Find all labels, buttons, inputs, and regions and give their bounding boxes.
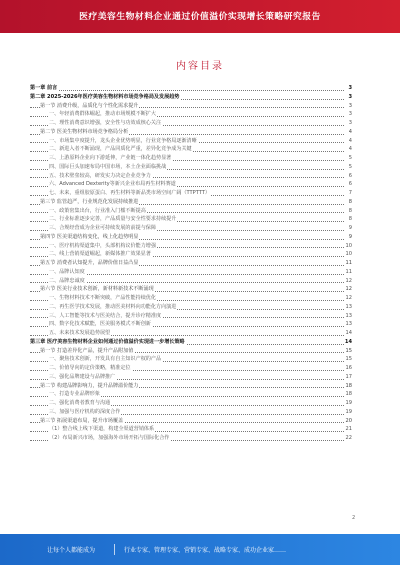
toc-entry[interactable] xyxy=(30,163,352,172)
toc-entry[interactable] xyxy=(30,355,352,364)
toc-entry-page: 4 xyxy=(344,128,352,137)
toc-entry[interactable] xyxy=(30,364,352,373)
toc-entry-text: 二、理性消费意识增强，安全性与功效成核心关注 xyxy=(49,120,162,126)
toc-entry[interactable] xyxy=(30,207,352,216)
table-of-contents xyxy=(30,84,352,443)
toc-entry[interactable] xyxy=(30,285,352,294)
toc-entry[interactable] xyxy=(30,119,352,128)
toc-entry[interactable] xyxy=(30,417,352,426)
toc-entry[interactable] xyxy=(30,268,352,277)
toc-entry[interactable] xyxy=(30,93,352,102)
toc-entry-page: 10 xyxy=(345,251,352,258)
toc-entry[interactable] xyxy=(30,145,352,154)
toc-entry[interactable] xyxy=(30,408,352,417)
toc-entry-text: 七、未来，重组胶原蛋白、再生材料等新品类市场空间广阔（TTPTTT） xyxy=(49,190,210,196)
footer-slogan: 让每个人都能成为 xyxy=(47,547,96,554)
toc-entry-text: 一、打造专业品牌形象 xyxy=(49,391,100,398)
toc-entry-page: 3 xyxy=(344,110,352,119)
toc-entry-page: 4 xyxy=(344,145,352,154)
toc-entry-page: 17 xyxy=(345,373,352,380)
toc-entry-text: 第六节 医美行业技术创新，新材料新技术不断涌现 xyxy=(40,286,154,293)
toc-entry-text: 三、上游原料企业向下游延伸，产业链一体化趋势显著 xyxy=(49,155,172,161)
toc-entry[interactable] xyxy=(30,242,352,251)
toc-leader-dots xyxy=(30,90,344,91)
toc-entry-text: 第一节 打造差异化产品，提升产品附加值 xyxy=(40,347,134,354)
toc-entry-page: 8 xyxy=(344,215,352,224)
toc-entry-page: 8 xyxy=(344,198,352,207)
toc-entry-page: 9 xyxy=(344,233,352,242)
toc-entry-text: 第四节 医美渠道结构变化，线上化趋势明显 xyxy=(40,233,139,240)
toc-entry[interactable] xyxy=(30,102,352,111)
toc-entry-page: 8 xyxy=(344,207,352,216)
toc-entry-text: 第一章 前言 xyxy=(30,85,58,91)
toc-entry-text: 五、技术壁垒较高，研发实力决定企业竞争力 xyxy=(49,172,151,179)
toc-entry-text: 第二章 2025-2026年医疗美容生物材料市场竞争格局及发展趋势 xyxy=(30,93,180,100)
toc-entry-text: 第三节 监管趋严，行业规范化发展持续推进 xyxy=(40,198,139,205)
toc-entry-page: 5 xyxy=(344,154,352,163)
toc-entry-page: 3 xyxy=(344,84,352,93)
toc-entry-page: 12 xyxy=(345,286,352,293)
toc-entry-text: 一、年轻消费群体崛起，推动市场规模不断扩大 xyxy=(49,111,156,118)
toc-entry-text: 第二节 医美生物材料市场竞争格局分析 xyxy=(40,128,129,135)
toc-entry[interactable] xyxy=(30,382,352,391)
toc-entry-page: 9 xyxy=(344,224,352,233)
toc-entry-text: 一、品牌认知度 xyxy=(49,268,85,275)
toc-entry[interactable] xyxy=(30,224,352,233)
toc-entry-text: 二、强化消费者教育与沟通 xyxy=(49,400,111,406)
toc-entry-page: 22 xyxy=(345,435,352,441)
toc-entry-text: 第二节 构建品牌影响力，提升品牌溢价能力 xyxy=(40,382,139,389)
toc-entry[interactable] xyxy=(30,180,352,189)
toc-entry-page: 18 xyxy=(345,382,352,389)
toc-entry-page: 16 xyxy=(345,365,352,371)
toc-entry-text: 三、合规经营成为企业可持续发展的前提与保障 xyxy=(49,225,156,231)
toc-entry-page: 3 xyxy=(344,93,352,102)
toc-entry-text: 一、政策密集出台，行业准入门槛不断提高 xyxy=(49,207,146,214)
toc-entry-text: （2）布局新兴市场，加强海外市场开拓与国际化合作 xyxy=(49,435,170,441)
toc-entry-page: 3 xyxy=(344,102,352,111)
toc-entry-page: 6 xyxy=(344,172,352,181)
toc-entry[interactable] xyxy=(30,303,352,312)
toc-entry-page: 11 xyxy=(345,268,352,275)
toc-entry-text: 二、再生医学技术发展，推动医美材料向功能化方向演进 xyxy=(49,303,177,310)
toc-entry[interactable] xyxy=(30,277,352,286)
toc-entry-page: 18 xyxy=(345,391,352,398)
toc-entry-text: 三、人工智能等技术与医美结合，提升诊疗精准度 xyxy=(49,312,162,319)
toc-entry-text: 六、Advanced Dexterity等新兴企业布局再生材料赛道 xyxy=(49,181,176,188)
toc-entry-text: （1）整合线上线下渠道，构建全渠道营销体系 xyxy=(49,426,155,433)
toc-entry-text: 四、数字化技术赋能，医美服务模式不断创新 xyxy=(49,321,151,328)
toc-entry[interactable] xyxy=(30,233,352,242)
footer-divider xyxy=(114,544,115,555)
toc-entry[interactable] xyxy=(30,399,352,408)
footer-banner xyxy=(0,534,400,565)
toc-entry[interactable] xyxy=(30,128,352,137)
toc-entry[interactable] xyxy=(30,338,352,347)
toc-entry-page: 21 xyxy=(345,426,352,433)
toc-entry-page: 13 xyxy=(345,312,352,319)
toc-entry[interactable] xyxy=(30,137,352,146)
toc-entry[interactable] xyxy=(30,154,352,163)
toc-entry[interactable] xyxy=(30,373,352,382)
toc-entry[interactable] xyxy=(30,189,352,198)
toc-entry-page: 12 xyxy=(345,277,352,284)
toc-entry-page: 20 xyxy=(345,417,352,424)
toc-entry-page: 14 xyxy=(344,338,352,345)
toc-entry-page: 11 xyxy=(345,260,352,266)
toc-entry-page: 4 xyxy=(344,137,352,146)
toc-entry-page: 13 xyxy=(345,303,352,310)
toc-entry-text: 二、线上营销渠道崛起，新媒体推广效果显著 xyxy=(49,251,151,258)
toc-entry-page: 14 xyxy=(345,330,352,336)
toc-entry[interactable] xyxy=(30,390,352,399)
toc-entry-text: 三、加强与医疗机构的深度合作 xyxy=(49,408,121,415)
page-number: 2 xyxy=(352,515,356,521)
toc-entry-text: 一、聚焦技术创新，开发具有自主知识产权的产品 xyxy=(49,356,162,363)
toc-entry[interactable] xyxy=(30,84,352,93)
toc-entry[interactable] xyxy=(30,250,352,259)
toc-entry-page: 6 xyxy=(344,180,352,189)
toc-entry-text: 四、国际巨头加速布局中国市场，本土企业面临挑战 xyxy=(49,163,167,170)
toc-entry[interactable] xyxy=(30,320,352,329)
toc-entry-text: 二、行业标准逐步完善，产品质量与安全性要求持续提升 xyxy=(49,216,177,223)
toc-entry-page: 19 xyxy=(345,408,352,415)
toc-entry-text: 二、价值导向的定价策略，精准定位 xyxy=(49,365,131,371)
footer-tagline: 行业专家、管理专家、营销专家、战略专家、成功企业家…… xyxy=(124,547,287,554)
toc-heading: 内容目录 xyxy=(176,61,224,72)
toc-entry-text: 第三节 拓展渠道布局，提升市场覆盖 xyxy=(40,417,124,424)
toc-entry-text: 一、医疗机构渠道集中，头部机构议价能力增强 xyxy=(49,242,156,249)
toc-entry-text: 五、未来技术发展趋势展望 xyxy=(49,330,111,336)
toc-entry[interactable] xyxy=(30,329,352,338)
toc-entry[interactable] xyxy=(30,110,352,119)
toc-entry-page: 5 xyxy=(344,163,352,172)
toc-entry[interactable] xyxy=(30,312,352,321)
toc-entry[interactable] xyxy=(30,434,352,443)
toc-entry[interactable] xyxy=(30,294,352,303)
toc-entry-page: 19 xyxy=(345,400,352,406)
toc-entry[interactable] xyxy=(30,172,352,181)
toc-entry-page: 12 xyxy=(345,295,352,301)
toc-entry-text: 一、市场集中度提升，龙头企业优势明显，行业竞争格局逐渐清晰 xyxy=(49,137,197,144)
toc-entry[interactable] xyxy=(30,425,352,434)
toc-entry-text: 三、强化品牌建设与品牌推广 xyxy=(49,373,116,380)
toc-entry-text: 二、品牌忠诚度 xyxy=(49,277,85,284)
toc-entry-page: 10 xyxy=(345,242,352,249)
toc-entry[interactable] xyxy=(30,215,352,224)
header-banner xyxy=(0,0,400,33)
toc-entry[interactable] xyxy=(30,259,352,268)
toc-entry-text: 第一节 消费升级，品质化与个性化需求提升 xyxy=(40,102,139,109)
report-title: 医疗美容生物材料企业通过价值溢价实现增长策略研究报告 xyxy=(79,12,321,22)
toc-entry-page: 13 xyxy=(345,321,352,328)
toc-entry-page: 3 xyxy=(344,119,352,128)
toc-entry[interactable] xyxy=(30,347,352,356)
toc-entry[interactable] xyxy=(30,198,352,207)
toc-entry-page: 15 xyxy=(345,347,352,354)
toc-entry-page: 15 xyxy=(345,356,352,363)
toc-entry-text: 第三章 医疗美容生物材料企业如何通过价值溢价实现进一步增长策略 xyxy=(30,338,185,345)
toc-entry-text: 二、新进入者不断涌现，产品同质化严重，差异化竞争成为关键 xyxy=(49,146,192,153)
toc-entry-page: 7 xyxy=(344,189,352,198)
toc-entry-text: 一、生物材料技术不断突破，产品性能持续优化 xyxy=(49,295,156,301)
toc-entry-text: 第五节 消费者认知提升，品牌价值日益凸显 xyxy=(40,260,139,266)
